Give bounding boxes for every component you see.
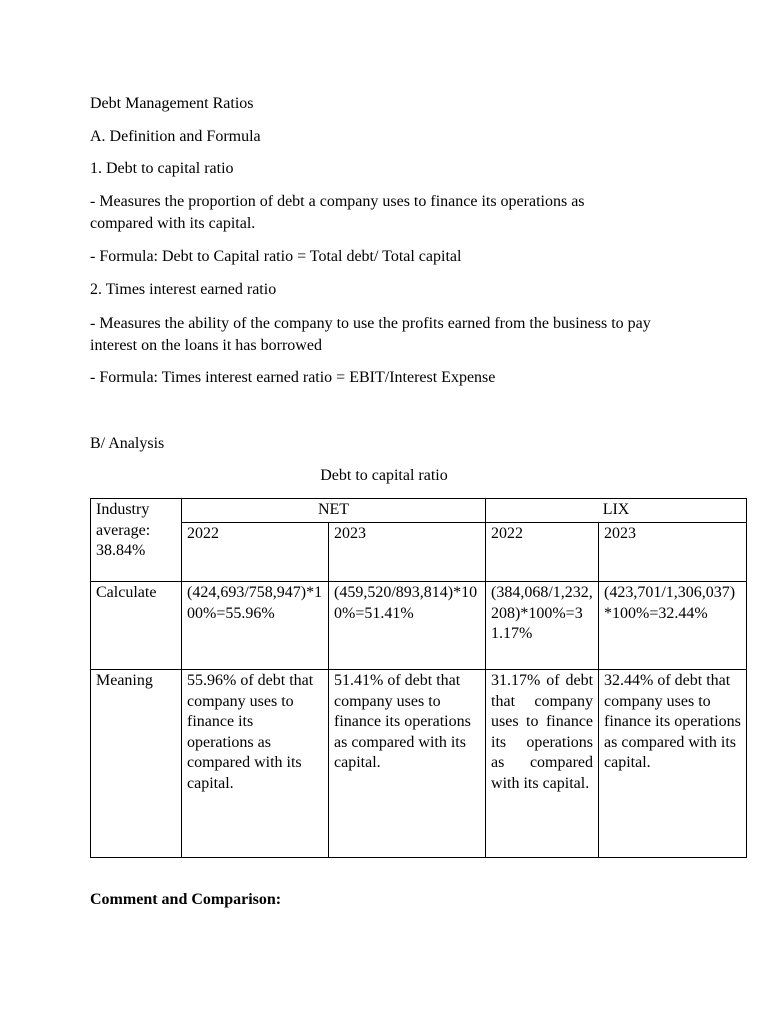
company-header-net: NET xyxy=(182,499,486,523)
year-header: 2022 xyxy=(182,522,329,581)
section-a-title: A. Definition and Formula xyxy=(90,128,261,145)
item1-title: 1. Debt to capital ratio xyxy=(90,160,234,177)
calculate-cell: (424,693/758,947)*100%=55.96% xyxy=(182,582,329,670)
company-header-lix: LIX xyxy=(486,499,747,523)
table-title: Debt to capital ratio xyxy=(320,467,448,484)
item2-description: - Measures the ability of the company to use the profits earned from the business to pay interest on the loans it has borrowed xyxy=(90,315,651,354)
item1-description: - Measures the proportion of debt a company uses to finance its operations as compared with its capital. xyxy=(90,193,585,232)
meaning-cell: 32.44% of debt that company uses to finance its operations as compared with its capital. xyxy=(599,670,747,858)
year-header: 2022 xyxy=(486,522,599,581)
calculate-cell: (459,520/893,814)*100%=51.41% xyxy=(329,582,486,670)
year-header: 2023 xyxy=(599,522,747,581)
row-label-calculate: Calculate xyxy=(91,582,182,670)
row-label-meaning: Meaning xyxy=(91,670,182,858)
item2-formula: - Formula: Times interest earned ratio = EBIT/Interest Expense xyxy=(90,369,496,386)
section-b-title: B/ Analysis xyxy=(90,435,165,452)
year-header: 2023 xyxy=(329,522,486,581)
meaning-cell: 55.96% of debt that company uses to finance its operations as compared with its capital. xyxy=(182,670,329,858)
industry-average-cell: Industry average: 38.84% xyxy=(91,499,182,582)
comment-heading: Comment and Comparison: xyxy=(90,891,282,908)
item1-formula: - Formula: Debt to Capital ratio = Total debt/ Total capital xyxy=(90,248,462,265)
calculate-cell: (384,068/1,232,208)*100%=31.17% xyxy=(486,582,599,670)
calculate-cell: (423,701/1,306,037)*100%=32.44% xyxy=(599,582,747,670)
debt-to-capital-table xyxy=(90,498,747,858)
meaning-cell: 31.17% of debt that company uses to finance its operations as compared with its capital. xyxy=(486,670,599,858)
meaning-cell: 51.41% of debt that company uses to finance its operations as compared with its capital. xyxy=(329,670,486,858)
item2-title: 2. Times interest earned ratio xyxy=(90,281,277,298)
doc-heading: Debt Management Ratios xyxy=(90,95,254,112)
